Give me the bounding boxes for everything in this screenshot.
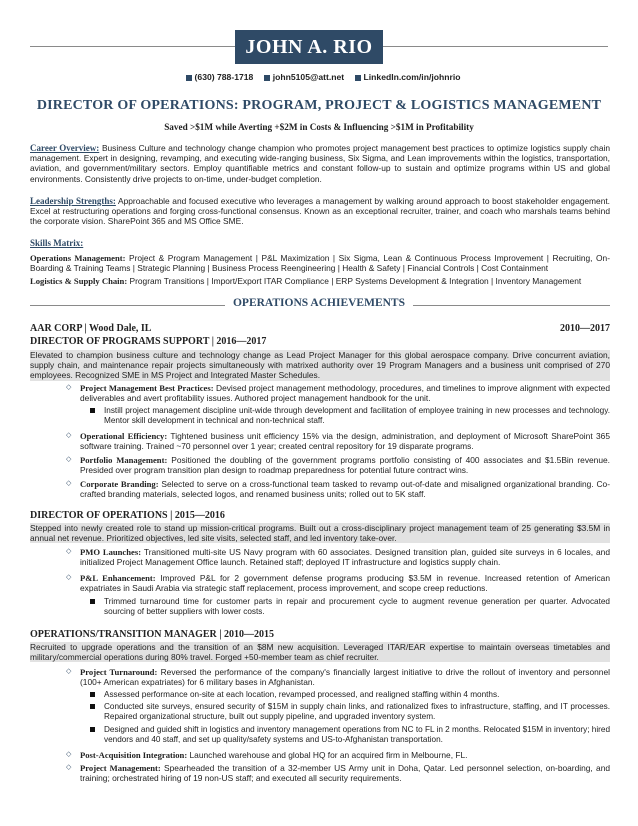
company-name: AAR CORP | Wood Dale, IL — [30, 323, 152, 334]
linkedin-link[interactable]: LinkedIn.com/in/johnrio — [363, 72, 461, 82]
logistics-skills — [30, 276, 610, 286]
bullet-text: Spearheaded the transition of a 32-member US Army unit in Doha, Qatar. Led personnel selection, on-boarding, and training; orchestrated hiring of 19 non-US staff; and executed all security requirements. — [80, 763, 611, 784]
square-bullet-icon — [90, 599, 95, 604]
achievement-bullet — [66, 573, 610, 594]
achievement-bullet — [66, 383, 611, 404]
career-overview-label: Career Overview: — [30, 143, 100, 153]
achievement-bullet — [66, 750, 610, 760]
bullet-lead: PMO Launches: — [80, 547, 142, 557]
bullet-text: Devised project management methodology, procedures, and timelines to improve alignment with expected deliverables and avert profitability issues. Authored project management handbook for the unit. — [80, 383, 611, 404]
logistics-skills-label: Logistics & Supply Chain: — [30, 276, 128, 286]
diamond-bullet-icon: ◇ — [66, 432, 72, 439]
bullet-square-icon — [264, 75, 270, 81]
role-summary: Recruited to upgrade operations and the transition of an $8M new acquisition. Leveraged ITAR/EAR expertise to maintain overseas timetables and military/commercial operations during 80% travel. Forged +50-member team as chief recruiter. — [30, 642, 610, 663]
email[interactable]: john5105@att.net — [272, 72, 345, 82]
career-overview-text: Business Culture and technology change champion who promotes project management best practices to optimize logistics supply chain management. Expert in designing, revamping, and executing wide-ranging business, Six Sigma, and Lean improvements within the logistics, transportation, aviation, and government/military sectors. Employ quantifiable metrics and constant follow-up to sustain and optimize programs within US and global environments. Consistently drive projects to on-time, under-budget completion. — [30, 143, 610, 184]
company-dates: 2010—2017 — [560, 323, 610, 334]
square-bullet-icon — [90, 704, 95, 709]
bullet-square-icon — [186, 75, 192, 81]
diamond-bullet-icon: ◇ — [66, 574, 72, 581]
bullet-lead: P&L Enhancement: — [80, 573, 156, 583]
bullet-text: Reversed the performance of the company's financially largest initiative to drive the rollout of inventory and personnel (100+ American expatriates) for 6 military bases in Afghanistan. — [80, 667, 610, 688]
leadership-strengths-text: Approachable and focused executive who leverages a management by walking around approach to boost stakeholder engagement. Excel at restructuring operations and forging cross-functional consensus. Known as an exceptional recruiter, trainer, and coach who marshals teams behind the corporate vision. SharePoint 365 and MS Office SME. — [30, 196, 611, 227]
sub-bullet-text: Trimmed turnaround time for customer parts in repair and procurement cycle to augment revenue generation per quarter. Advocated sourcing of better suppliers with lower costs. — [104, 597, 610, 616]
achievement-bullet — [66, 431, 610, 452]
operations-skills-text: Project & Program Management | P&L Maximization | Six Sigma, Lean & Continuous Process Improvement | Recruiting, On-Boarding & Training Teams | Strategic Planning | Business Process Reengineering | Health & Safety | Financial Controls | Cost Containment — [30, 253, 610, 274]
leadership-strengths — [30, 196, 610, 227]
achievement-bullet — [66, 763, 611, 784]
bullet-text: Positioned the doubling of the government programs portfolio consisting of 400 associates and $1.5Bin revenue. Presided over program transition plan design to roadmap preparedness for potential future contract wins. — [80, 455, 610, 476]
achievement-bullet — [66, 667, 610, 688]
sub-bullet-text: Instill project management discipline unit-wide through development and facilitation of employee training in new processes and technology. Mentor skill development in technical and non-technical staff. — [104, 406, 610, 425]
sub-bullet — [104, 690, 610, 700]
diamond-bullet-icon: ◇ — [66, 548, 72, 555]
sub-bullet — [104, 725, 610, 745]
diamond-bullet-icon: ◇ — [66, 456, 72, 463]
achievements-heading: OPERATIONS ACHIEVEMENTS — [225, 297, 413, 309]
square-bullet-icon — [90, 692, 95, 697]
square-bullet-icon — [90, 408, 95, 413]
role-title: DIRECTOR OF OPERATIONS | 2015—2016 — [30, 510, 225, 521]
phone: (630) 788-1718 — [194, 72, 254, 82]
bullet-text: Transitioned multi-site US Navy program with 60 associates. Designed transition plan, guided site surveys in 6 locales, and initialized Project Management Office launch. Retained staff; deployed IT infrastructure and logistics supply chain. — [80, 547, 611, 568]
bullet-text: Tightened business unit efficiency 15% via the design, administration, and deployment of Microsoft SharePoint 365 software training. Trained ~70 personnel over 1 year; created central repository for 19 disparate programs. — [80, 431, 610, 452]
square-bullet-icon — [90, 727, 95, 732]
bullet-lead: Post-Acquisition Integration: — [80, 750, 188, 760]
bullet-text: Launched warehouse and global HQ for an acquired firm in Melbourne, FL. — [189, 750, 468, 760]
headline-title: DIRECTOR OF OPERATIONS: PROGRAM, PROJECT & LOGISTICS MANAGEMENT — [36, 98, 602, 113]
candidate-name: JOHN A. RIO — [235, 30, 383, 64]
bullet-lead: Project Management Best Practices: — [80, 383, 214, 393]
bullet-text: Improved P&L for 2 government defense programs producing $3.5M in revenue. Increased retention of American expatriates in Saudi Arabia via strategic staff replacement, process improvement, and scope creep reductions. — [80, 573, 610, 594]
achievement-bullet — [66, 547, 611, 568]
skills-matrix-label-row — [30, 238, 610, 248]
bullet-square-icon — [355, 75, 361, 81]
achievement-bullet — [66, 455, 610, 476]
operations-skills — [30, 253, 610, 273]
sub-bullet-text: Designed and guided shift in logistics and inventory management operations from NC to FL in 2 months. Relocated $15M in inventory; hired vendors and 40 staff, and set up quality/safety systems and US-to-Afghanistan transportation. — [104, 725, 610, 744]
headline-subtitle: Saved >$1M while Averting +$2M in Costs & Influencing >$1M in Profitability — [164, 122, 474, 132]
sub-bullet-text: Assessed performance on-site at each location, revamped processed, and realigned staffing within 4 months. — [104, 690, 500, 699]
skills-matrix-label: Skills Matrix: — [30, 238, 84, 248]
diamond-bullet-icon: ◇ — [66, 764, 72, 771]
bullet-lead: Corporate Branding: — [80, 479, 159, 489]
bullet-lead: Project Management: — [80, 763, 161, 773]
sub-bullet-text: Conducted site surveys, ensured security of $15M in supply chain links, and rationalized fixes to infrastructure, staffing, and IT processes. Repaired organizational structure, built out supply pipeline, and upgraded inventory system. — [104, 702, 610, 721]
diamond-bullet-icon: ◇ — [66, 668, 72, 675]
sub-bullet — [104, 597, 610, 617]
company-row — [30, 323, 610, 334]
sub-bullet — [104, 406, 610, 426]
achievement-bullet — [66, 479, 610, 500]
contact-line — [0, 72, 638, 82]
bullet-text: Selected to serve on a cross-functional team tasked to revamp out-of-date and misaligned organizational branding. Co-crafted branding materials, selected logos, and renamed business units; rolled out to 5K staff. — [80, 479, 610, 500]
role-summary: Elevated to champion business culture and technology change as Lead Project Manager for this global aerospace company. Drive concurrent aviation, supply chain, and maintenance repair projects simultaneously with matrixed authority over 19 Program Managers and a business unit comprised of 270 employees. Recognized SME in MS Project and Integrated Master Schedules. — [30, 350, 610, 381]
logistics-skills-text: Program Transitions | Import/Export ITAR Compliance | ERP Systems Development & Integration | Inventory Management — [129, 276, 582, 286]
operations-skills-label: Operations Management: — [30, 253, 126, 263]
leadership-strengths-label: Leadership Strengths: — [30, 196, 116, 206]
diamond-bullet-icon: ◇ — [66, 480, 72, 487]
role-summary: Stepped into newly created role to stand up mission-critical programs. Built out a cross-disciplinary project management team of 25 generating $3.5M in annual net revenue. Prioritized objectives, led site visits, selected staff, and led inventory take-over. — [30, 523, 610, 544]
bullet-lead: Portfolio Management: — [80, 455, 168, 465]
diamond-bullet-icon: ◇ — [66, 751, 72, 758]
role-title: DIRECTOR OF PROGRAMS SUPPORT | 2016—2017 — [30, 336, 267, 347]
diamond-bullet-icon: ◇ — [66, 384, 72, 391]
sub-bullet — [104, 702, 610, 722]
bullet-lead: Operational Efficiency: — [80, 431, 168, 441]
bullet-lead: Project Turnaround: — [80, 667, 158, 677]
career-overview — [30, 143, 610, 184]
role-title: OPERATIONS/TRANSITION MANAGER | 2010—2015 — [30, 629, 274, 640]
